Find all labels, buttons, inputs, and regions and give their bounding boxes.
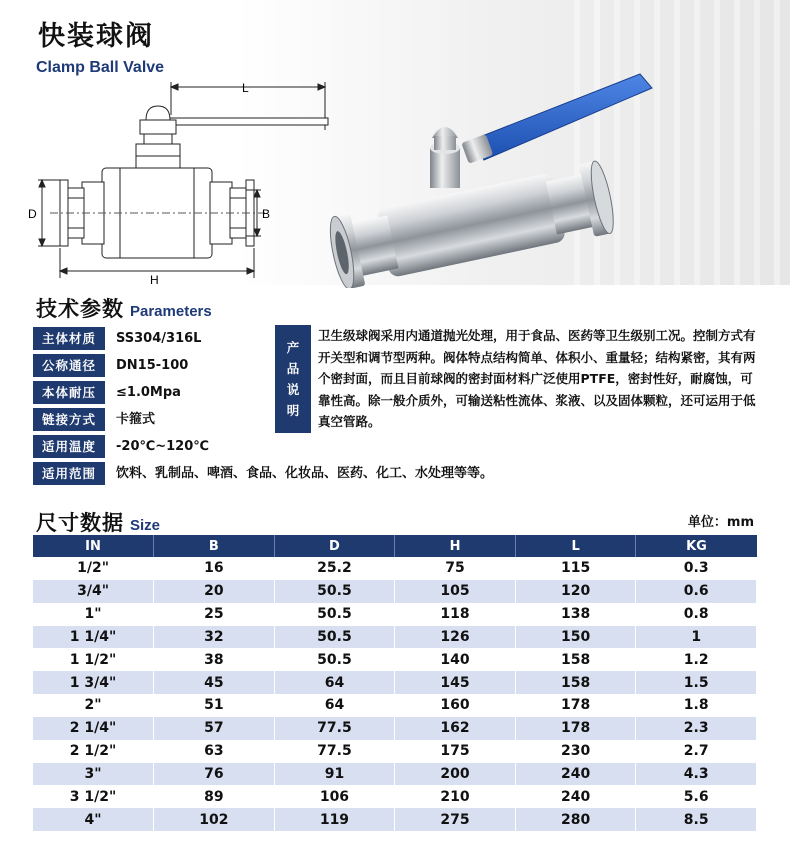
table-cell: 2.7 xyxy=(636,740,757,763)
table-cell: 210 xyxy=(395,785,516,808)
size-section-title xyxy=(36,507,160,537)
table-cell: 1.2 xyxy=(636,648,757,671)
table-row xyxy=(33,580,757,603)
desc-label-char: 产 xyxy=(286,340,300,355)
table-cell: 2 1/2" xyxy=(33,740,154,763)
table-cell: 120 xyxy=(515,580,636,603)
table-cell: 4.3 xyxy=(636,763,757,786)
table-cell: 3/4" xyxy=(33,580,154,603)
table-cell: 3" xyxy=(33,763,154,786)
param-value: ≤1.0Mpa xyxy=(116,385,181,400)
table-cell: 175 xyxy=(395,740,516,763)
table-cell: 1 1/2" xyxy=(33,648,154,671)
column-header: H xyxy=(395,535,516,557)
column-header: D xyxy=(274,535,395,557)
table-cell: 240 xyxy=(515,785,636,808)
table-cell: 158 xyxy=(515,648,636,671)
table-cell: 45 xyxy=(154,671,275,694)
dim-h-label: H xyxy=(150,273,159,285)
param-label: 链接方式 xyxy=(33,408,105,431)
table-cell: 50.5 xyxy=(274,603,395,626)
param-value: DN15-100 xyxy=(116,358,189,373)
table-cell: 145 xyxy=(395,671,516,694)
table-cell: 76 xyxy=(154,763,275,786)
desc-label-char: 明 xyxy=(286,403,300,418)
table-cell: 38 xyxy=(154,648,275,671)
table-cell: 32 xyxy=(154,626,275,649)
column-header: B xyxy=(154,535,275,557)
table-row xyxy=(33,671,757,694)
table-row xyxy=(33,740,757,763)
params-title-cn: 技术参数 xyxy=(36,297,124,321)
table-cell: 178 xyxy=(515,717,636,740)
table-cell: 1 xyxy=(636,626,757,649)
table-cell: 25.2 xyxy=(274,557,395,580)
table-cell: 119 xyxy=(274,808,395,831)
table-cell: 5.6 xyxy=(636,785,757,808)
table-cell: 2.3 xyxy=(636,717,757,740)
table-cell: 75 xyxy=(395,557,516,580)
table-cell: 240 xyxy=(515,763,636,786)
table-cell: 77.5 xyxy=(274,740,395,763)
table-cell: 89 xyxy=(154,785,275,808)
table-cell: 178 xyxy=(515,694,636,717)
param-row xyxy=(33,462,553,485)
table-cell: 126 xyxy=(395,626,516,649)
table-cell: 20 xyxy=(154,580,275,603)
column-header: KG xyxy=(636,535,757,557)
table-cell: 91 xyxy=(274,763,395,786)
table-row xyxy=(33,808,757,831)
table-cell: 118 xyxy=(395,603,516,626)
table-cell: 102 xyxy=(154,808,275,831)
table-cell: 64 xyxy=(274,671,395,694)
table-cell: 160 xyxy=(395,694,516,717)
table-row xyxy=(33,785,757,808)
table-cell: 51 xyxy=(154,694,275,717)
column-header: IN xyxy=(33,535,154,557)
table-cell: 50.5 xyxy=(274,648,395,671)
product-description-label xyxy=(275,325,311,433)
dim-d-label: D xyxy=(28,207,37,221)
table-cell: 63 xyxy=(154,740,275,763)
table-cell: 138 xyxy=(515,603,636,626)
params-title-en: Parameters xyxy=(130,303,212,320)
param-value: -20℃~120℃ xyxy=(116,439,209,454)
table-cell: 150 xyxy=(515,626,636,649)
param-label: 公称通径 xyxy=(33,354,105,377)
table-row xyxy=(33,557,757,580)
table-cell: 0.8 xyxy=(636,603,757,626)
param-label: 适用温度 xyxy=(33,435,105,458)
valve-photo xyxy=(322,68,662,288)
dim-b-label: B xyxy=(262,207,271,221)
table-row xyxy=(33,694,757,717)
size-table xyxy=(33,535,757,831)
table-cell: 8.5 xyxy=(636,808,757,831)
unit-label: 单位：mm xyxy=(687,515,754,530)
table-cell: 1 3/4" xyxy=(33,671,154,694)
page-title: 快装球阀 xyxy=(38,21,154,52)
table-row xyxy=(33,603,757,626)
param-value: 卡箍式 xyxy=(116,412,156,427)
table-cell: 162 xyxy=(395,717,516,740)
table-cell: 105 xyxy=(395,580,516,603)
param-value: 饮料、乳制品、啤酒、食品、化妆品、医药、化工、水处理等等。 xyxy=(116,466,494,481)
table-cell: 64 xyxy=(274,694,395,717)
table-cell: 4" xyxy=(33,808,154,831)
param-value: SS304/316L xyxy=(116,331,202,346)
param-label: 适用范围 xyxy=(33,462,105,485)
table-cell: 275 xyxy=(395,808,516,831)
params-section-title xyxy=(36,293,212,323)
desc-label-char: 品 xyxy=(286,361,300,376)
param-row xyxy=(33,435,553,458)
table-row xyxy=(33,763,757,786)
table-cell: 1" xyxy=(33,603,154,626)
size-title-cn: 尺寸数据 xyxy=(36,511,124,535)
table-cell: 25 xyxy=(154,603,275,626)
table-cell: 1.8 xyxy=(636,694,757,717)
table-cell: 1 1/4" xyxy=(33,626,154,649)
table-cell: 1/2" xyxy=(33,557,154,580)
table-cell: 1.5 xyxy=(636,671,757,694)
technical-drawing xyxy=(20,70,340,285)
table-cell: 3 1/2" xyxy=(33,785,154,808)
table-cell: 115 xyxy=(515,557,636,580)
desc-label-char: 说 xyxy=(286,382,300,397)
table-cell: 140 xyxy=(395,648,516,671)
table-cell: 230 xyxy=(515,740,636,763)
table-cell: 2 1/4" xyxy=(33,717,154,740)
table-cell: 2" xyxy=(33,694,154,717)
table-cell: 0.3 xyxy=(636,557,757,580)
table-row xyxy=(33,717,757,740)
product-description: 卫生级球阀采用内通道抛光处理，用于食品、医药等卫生级别工况。控制方式有开关型和调节型两种。阀体特点结构简单、体积小、重量轻；结构紧密，其有两个密封面，而且目前球阀的密封面材料广泛使用PTFE，密封性好，耐腐蚀，可靠性高。除一般介质外，可输送粘性流体、浆液、以及固体颗粒，还可运用于低真空管路。 xyxy=(318,328,756,429)
table-cell: 57 xyxy=(154,717,275,740)
size-title-en: Size xyxy=(130,517,161,534)
table-cell: 50.5 xyxy=(274,580,395,603)
dim-l-label: L xyxy=(242,81,249,95)
table-cell: 16 xyxy=(154,557,275,580)
table-cell: 50.5 xyxy=(274,626,395,649)
column-header: L xyxy=(515,535,636,557)
param-label: 主体材质 xyxy=(33,327,105,350)
table-cell: 77.5 xyxy=(274,717,395,740)
page-subtitle: Clamp Ball Valve xyxy=(36,59,165,76)
table-cell: 106 xyxy=(274,785,395,808)
table-cell: 200 xyxy=(395,763,516,786)
table-header-row xyxy=(33,535,757,557)
table-cell: 280 xyxy=(515,808,636,831)
table-row xyxy=(33,626,757,649)
param-label: 本体耐压 xyxy=(33,381,105,404)
table-row xyxy=(33,648,757,671)
table-cell: 158 xyxy=(515,671,636,694)
table-cell: 0.6 xyxy=(636,580,757,603)
